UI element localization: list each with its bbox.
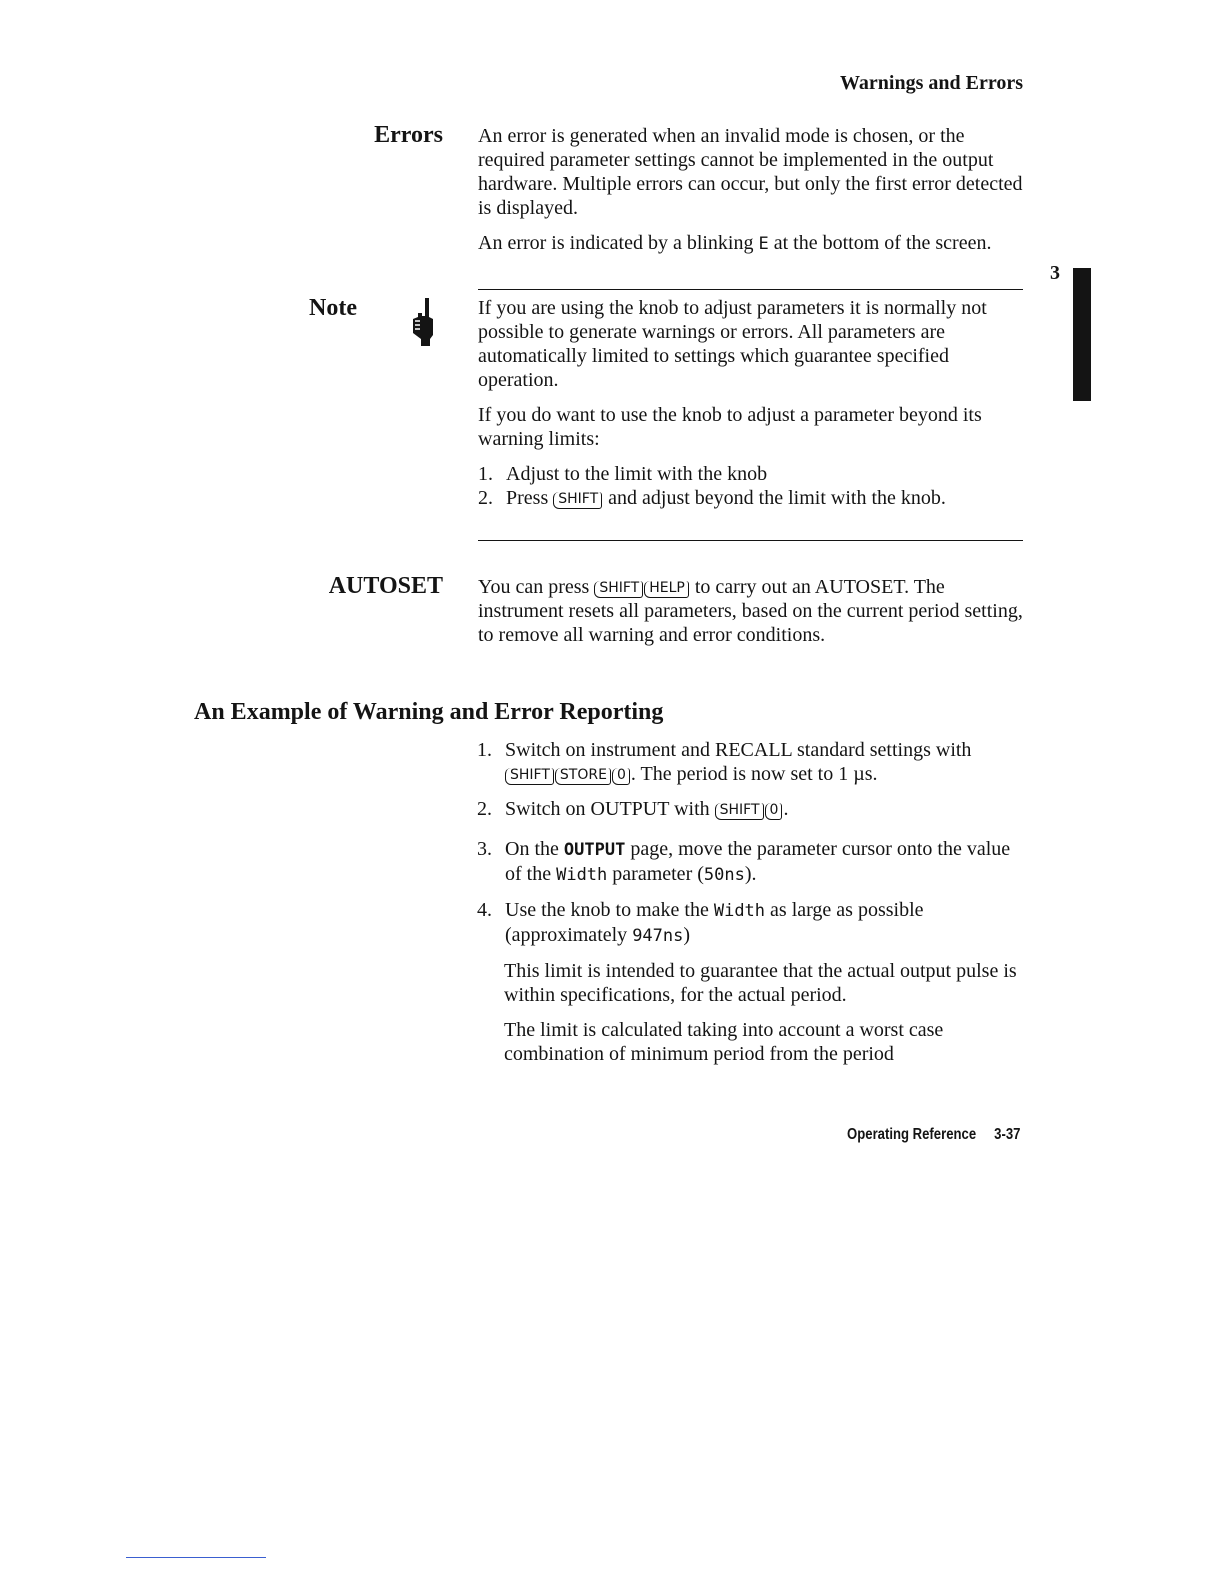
max-width-value-code: 947ns [632,926,684,946]
error-indicator-code: E [758,234,769,254]
zero-key: 0 [765,803,783,820]
list-item: 1. Adjust to the limit with the knob [478,463,768,485]
autoset-body: You can press SHIFT HELP to carry out an AUTOSET. The instrument resets all parameters, based on the current period setting, to remove all warning and error conditions. [478,576,1023,646]
help-key: HELP [644,581,689,598]
note-steps-list [478,462,1023,510]
note-bottom-rule [478,540,1023,541]
note-top-rule [478,289,1023,290]
limit-paragraph-2: The limit is calculated taking into account a worst case combination of minimum period from the period [504,1019,944,1065]
note-paragraph-1: If you are using the knob to adjust parameters it is normally not possible to generate warnings or errors. All parameters are automatically limited to settings which guarantee specified operation. [478,297,987,391]
shift-key: SHIFT [715,803,764,820]
errors-body [478,124,1023,267]
page-footer [620,1126,1020,1144]
footer-section: Operating Reference 3-37 [846,1126,1020,1143]
shift-key: SHIFT [505,768,554,785]
autoset-label: AUTOSET [328,573,443,599]
pointing-hand-icon [410,297,436,347]
example-section-title: An Example of Warning and Error Reporting [194,699,664,725]
running-title: Warnings and Errors [840,72,1023,94]
example-steps-list [477,738,1022,948]
example-body [477,738,1022,1077]
page-number: 3-37 [993,1126,1020,1143]
limit-paragraph-1: This limit is intended to guarantee that the actual output pulse is within specifications, for the actual period. [504,960,1017,1006]
width-value-code: 50ns [703,865,745,885]
store-key: STORE [555,768,611,785]
errors-label: Errors [374,122,443,148]
list-item: 1. Switch on instrument and RECALL standard settings with SHIFT STORE 0 . The period is now set to 1 µs. [477,739,972,785]
shift-key: SHIFT [594,581,643,598]
note-label: Note [309,295,357,321]
list-item: 3. On the OUTPUT page, move the parameter cursor onto the value of the Width parameter (50ns). [477,838,1011,885]
errors-paragraph-1: An error is generated when an invalid mode is chosen, or the required parameter settings cannot be implemented in the output hardware. Multiple errors can occur, but only the first error detected is displayed. [478,125,1023,219]
errors-paragraph-2: An error is indicated by a blinking E at the bottom of the screen. [478,232,992,254]
bottom-divider [126,1557,266,1558]
shift-key: SHIFT [553,492,602,509]
chapter-number: 3 [1050,262,1060,284]
list-item: 2. Switch on OUTPUT with SHIFT 0 . [477,798,789,820]
output-page-code: OUTPUT [563,840,626,860]
list-item: 4. Use the knob to make the Width as large as possible (approximately 947ns) [477,899,924,946]
chapter-tab-bar [1073,268,1091,401]
note-body [478,296,1023,510]
width-param-code: Width [556,865,608,885]
width-param-code: Width [713,901,766,921]
note-paragraph-2: If you do want to use the knob to adjust a parameter beyond its warning limits: [478,404,982,450]
zero-key: 0 [612,768,630,785]
list-item: 2. Press SHIFT and adjust beyond the limit with the knob. [478,487,946,509]
